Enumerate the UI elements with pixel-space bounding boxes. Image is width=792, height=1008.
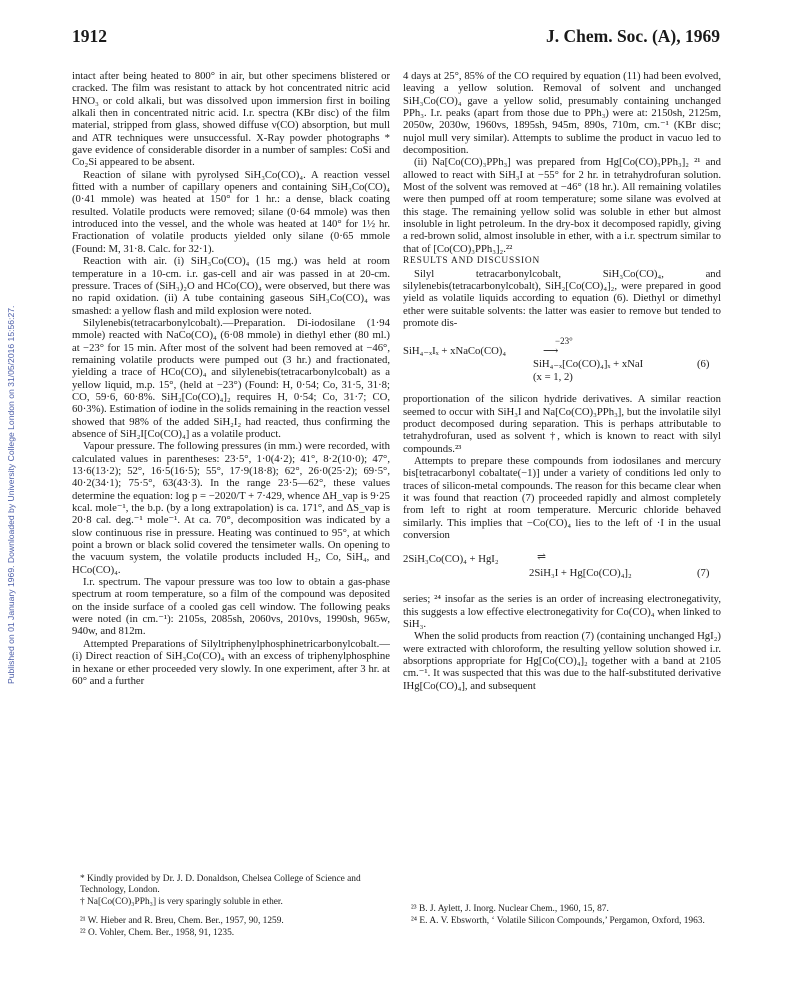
- reference: ²³ B. J. Aylett, J. Inorg. Nuclear Chem., 1960, 15, 87.: [411, 904, 609, 914]
- right-column: [403, 70, 721, 692]
- equation-6: [403, 336, 721, 384]
- eq7-reactants: 2SiH₃Co(CO)₄ + HgI₂: [403, 553, 499, 566]
- paragraph: Attempts to prepare these compounds from iodosilanes and mercury bis[tetracarbonyl cobaltate(−1)] under a variety of conditions led only to traces of silicon-metal compounds. The reason for this became clear when it was found that reaction (7) proceeded rapidly and almost completely from left to right at room temperature. Mercuric chloride behaved similarly. This implies that −Co(CO)₄ lies to the left of ·I in the usual conversion: [403, 454, 721, 541]
- footnotes-left: [72, 874, 390, 940]
- reference: ²² O. Vohler, Chem. Ber., 1958, 91, 1235.: [80, 928, 235, 939]
- eq6-reactants: SiH₄₋ₓIₓ + xNaCo(CO)₄: [403, 345, 507, 358]
- page-header: [72, 26, 720, 56]
- paragraph: Attempted Preparations of Silyltriphenylphosphinetricarbonylcobalt.—(i) Direct reaction of SiH₃Co(CO)₄ with an excess of triphenylphosphine in hexane or ether proceeded very slowly. In one experiment, after 3 hr. at 60° and a further: [72, 637, 390, 687]
- eq7-number: (7): [697, 567, 710, 580]
- reference: ²⁴ E. A. V. Ebsworth, ‘ Volatile Silicon Compounds,’ Pergamon, Oxford, 1963.: [411, 916, 705, 927]
- section-heading: RESULTS AND DISCUSSION: [403, 256, 541, 267]
- paragraph: Reaction of silane with pyrolysed SiH₃Co(CO)₄. A reaction vessel fitted with a number of capillary openers and containing SiH₃Co(CO)₄ (0·41 mmole) was heated at 150° for 1 hr.: a dense, black coating resulted. Volatile products were removed; silane (0·64 mmole) was then introduced into the vessel, and the whole was heated at 140° for 1½ hr. Fractionation of volatile products yielded only silane (0·65 mmole (Found: M, 31·8. Calc. for 32·1).: [72, 168, 390, 255]
- eq6-condition: (x = 1, 2): [533, 371, 573, 384]
- eq6-temperature: −23°: [555, 336, 573, 347]
- eq6-products: SiH₄₋ₓ[Co(CO)₄]ₓ + xNaI: [533, 358, 644, 371]
- paragraph: Vapour pressure. The following pressures (in mm.) were recorded, with calculated values in parentheses: 23·5°, 1·0(4·2); 41°, 8·2(10·0); 47°, 13·6(13·2); 52°, 16·5(16·5); 55°, 17·9(18·8); 62°, 26·0(25·2); 69·5°, 40·2(34·1); 75·5°, 63(43·3). In the range 23·5—62°, these values determine the equation: log p = −2020/T + 7·429, whence ΔH_vap is 9·25 kcal. mole⁻¹, the b.p. (by a long extrapolation) is ca. 171°, and ΔS_vap is 20·8 cal. deg.⁻¹ mole⁻¹. At ca. 70°, decomposition was indicated by a slow continuous rise in pressure. Heating was continued to 95°, at which point a brown or black solid covered the tensimeter walls. On opening to the vacuum system, the volatile products included H₂, Co, SiH₄, and HCo(CO)₄.: [72, 440, 390, 576]
- eq6-number: (6): [697, 358, 710, 371]
- paragraph: 4 days at 25°, 85% of the CO required by equation (11) had been evolved, leaving a yellow solution. Removal of solvent and unchanged SiH₃Co(CO)₄ gave a yellow solid, presumably containing unchanged PPh₃. I.r. peaks (apart from those due to PPh₃) were at: 2150sh, 2125m, 2050w, 2030w, 1960vs, 1895sh, 945m, 890s, 710m, cm.⁻¹ (KBr disc; nujol mull very similar). Attempts to sublime the product in vacuo led to decomposition.: [403, 70, 721, 157]
- paragraph: Silylenebis(tetracarbonylcobalt).—Preparation. Di-iodosilane (1·94 mmole) reacted with NaCo(CO)₄ (6·08 mmole) in diethyl ether (80 ml.) at −23° for 15 min. After most of the solvent had been removed at −46°, remaining volatile products were pumped out (3 hr.) and fractionated, yielding a trace of HCo(CO)₄ and silylenebis(tetracarbonylcobalt) as a yellow liquid, m.p. 15°, (held at −23°) (Found: H, 0·54; Co, 31·5, 31·8; CO, 59·6, 60·8%. SiH₂[Co(CO)₄]₂ requires H, 0·54; Co, 31·7; CO, 60·3%). Estimation of iodine in the solids remaining in the reaction vessel showed that 98% of the added SiH₂I₂ had reacted, thus confirming the absence of SiH₂I[Co(CO)₄] as a volatile product.: [72, 316, 390, 440]
- eq6-arrow: ⟶: [543, 345, 559, 358]
- footnotes-right: [403, 904, 721, 928]
- equation-7: [403, 551, 721, 583]
- page-number: 1912: [72, 26, 107, 46]
- paragraph: proportionation of the silicon hydride derivatives. A similar reaction seemed to occur with SiH₃I and Na[Co(CO)₃PPh₃], but the involatile silyl product decomposed during separation. This is perhaps attributable to tetrahydrofuran, used as solvent †, which is known to react with silyl compounds.²³: [403, 393, 721, 455]
- reference: ²¹ W. Hieber and R. Breu, Chem. Ber., 1957, 90, 1259.: [80, 916, 284, 927]
- paragraph: Reaction with air. (i) SiH₃Co(CO)₄ (15 mg.) was held at room temperature in a 10-cm. i.r. gas-cell and air was passed in at 20-cm. pressure. Traces of (SiH₃)₂O and HCo(CO)₄ were observed, but there was no rapid oxidation. (ii) A tube containing gaseous SiH₃Co(CO)₄ was smashed: a yellow flash and mild explosion were noted.: [72, 255, 390, 317]
- journal-citation: J. Chem. Soc. (A), 1969: [545, 26, 720, 46]
- paragraph: When the solid products from reaction (7) (containing unchanged HgI₂) were extracted with chloroform, the resulting yellow solution showed i.r. absorptions appropriate for Hg[Co(CO)₄]₂ together with a band at 2105 cm.⁻¹. It was suspected that this was due to the half-substituted derivative IHg[Co(CO)₄], and subsequent: [403, 630, 721, 692]
- footnote: * Kindly provided by Dr. J. D. Donaldson, Chelsea College of Science and Technology, London.: [80, 874, 361, 896]
- paragraph: I.r. spectrum. The vapour pressure was too low to obtain a gas-phase spectrum at room temperature, so a film of the compound was deposited on the inside surface of a cooled gas cell window. The following peaks were noted (in cm.⁻¹): 2105s, 2085sh, 2060vs, 2010vs, 1990sh, 965w, 940w, and 812m.: [72, 576, 390, 638]
- paragraph: Silyl tetracarbonylcobalt, SiH₃Co(CO)₄, and silylenebis(tetracarbonylcobalt), SiH₂[Co(CO)₄]₂, were prepared in good yield as volatile liquids according to equation (6). Diethyl or dimethyl ether were suitable solvents: the latter was easier to remove but tended to promote dis-: [403, 267, 721, 329]
- download-notice: Published on 01 January 1969. Downloaded by University College London on 31/05/2016 15:56:27.: [6, 305, 16, 685]
- left-column: [72, 70, 390, 687]
- paragraph: series; ²⁴ insofar as the series is an order of increasing electronegativity, this suggests a low effective electronegativity for Co(CO)₄ when linked to SiH₃.: [403, 593, 721, 631]
- paragraph: (ii) Na[Co(CO)₃PPh₃] was prepared from Hg[Co(CO)₃PPh₃]₂ ²¹ and allowed to react with SiH₃I at −55° for 2 hr. in tetrahydrofuran solution. Most of the solvent was removed at −46° (18 hr.). All remaining volatiles were then pumped off at room temperature; some silane was evolved at this stage. The remaining yellow solid was soluble in ether but almost insoluble in light petroleum. In the dry-box it decomposed rapidly, giving a red-brown solid, almost insoluble in ether, with a i.r. spectrum similar to that of [Co(CO)₃PPh₃]₂.²²: [403, 156, 721, 255]
- paragraph: intact after being heated to 800° in air, but other specimens blistered or cracked. The film was resistant to attack by hot concentrated nitric acid HNO₃ or cold alkali, but was dissolved upon immersion first in boiling alkali then in concentrated nitric acid. I.r. spectra (KBr disc) of the film material, stripped from glass, showed diffuse ν(CO) absorption, but mull and ATR techniques were unsuccessful. X-Ray powder photographs * gave evidence of considerable disorder in a number of samples: CoSi and Co₂Si appeared to be absent.: [72, 70, 390, 169]
- eq7-arrow: ⇌: [537, 551, 546, 564]
- footnote: † Na[Co(CO)₃PPh₃] is very sparingly soluble in ether.: [80, 897, 283, 908]
- eq7-products: 2SiH₃I + Hg[Co(CO)₄]₂: [529, 567, 632, 580]
